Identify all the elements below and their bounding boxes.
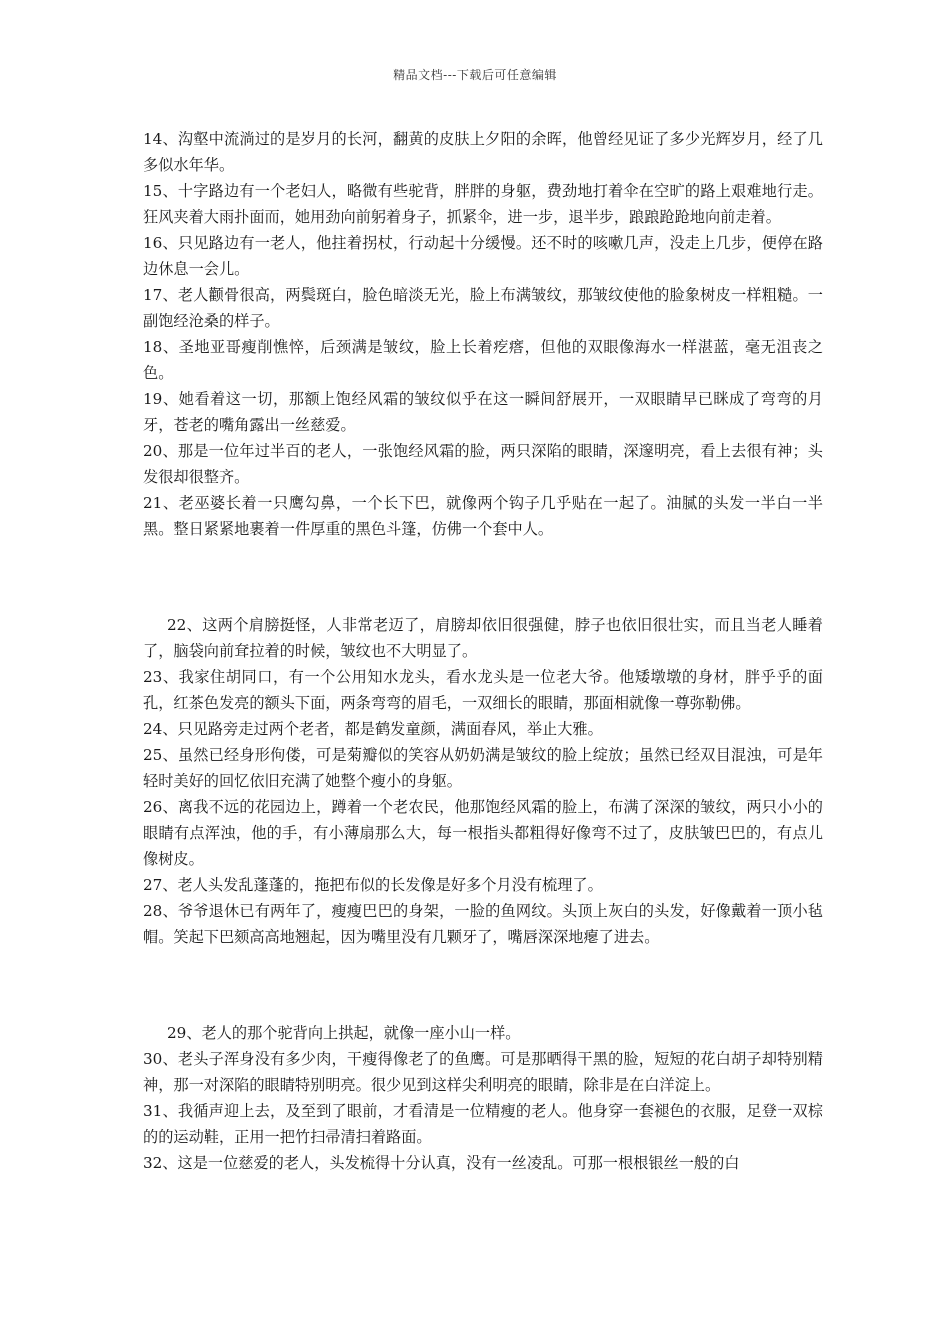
paragraph-23: 23、我家住胡同口，有一个公用知水龙头，看水龙头是一位老大爷。他矮墩墩的身材，胖乎乎的面孔，红茶色发亮的额头下面，两条弯弯的眉毛，一双细长的眼睛，那面相就像一尊弥勒佛。 (143, 668, 823, 712)
paragraph-19: 19、她看着这一切，那额上饱经风霜的皱纹似乎在这一瞬间舒展开，一双眼睛早已眯成了弯弯的月牙，苍老的嘴角露出一丝慈爱。 (143, 390, 823, 434)
paragraph-14: 14、沟壑中流淌过的是岁月的长河，翻黄的皮肤上夕阳的余晖，他曾经见证了多少光辉岁月，经了几多似水年华。 (143, 130, 823, 174)
paragraph-18: 18、圣地亚哥瘦削憔悴，后颈满是皱纹，脸上长着疙瘩，但他的双眼像海水一样湛蓝，毫无沮丧之色。 (143, 338, 823, 382)
section-spacer (143, 950, 823, 1020)
paragraph-22: 22、这两个肩膀挺怪，人非常老迈了，肩膀却依旧很强健，脖子也依旧很壮实，而且当老人睡着了，脑袋向前耷拉着的时候，皱纹也不大明显了。 (143, 616, 823, 660)
paragraph-32: 32、这是一位慈爱的老人，头发梳得十分认真，没有一丝凌乱。可那一根根银丝一般的白 (143, 1154, 740, 1172)
paragraph-25: 25、虽然已经身形佝偻，可是菊瓣似的笑容从奶奶满是皱纹的脸上绽放；虽然已经双目混浊，可是年轻时美好的回忆依旧充满了她整个瘦小的身躯。 (143, 746, 823, 790)
section-spacer (143, 542, 823, 612)
paragraph-21: 21、老巫婆长着一只鹰勾鼻，一个长下巴，就像两个钩子几乎贴在一起了。油腻的头发一半白一半黑。整日紧紧地裹着一件厚重的黑色斗篷，仿佛一个套中人。 (143, 494, 823, 538)
paragraph-27: 27、老人头发乱蓬蓬的，拖把布似的长发像是好多个月没有梳理了。 (143, 876, 603, 894)
paragraph-24: 24、只见路旁走过两个老者，都是鹤发童颜，满面春风，举止大雅。 (143, 720, 603, 738)
paragraph-30: 30、老头子浑身没有多少肉，干瘦得像老了的鱼鹰。可是那晒得干黑的脸，短短的花白胡子却特别精神，那一对深陷的眼睛特别明亮。很少见到这样尖利明亮的眼睛，除非是在白洋淀上。 (143, 1050, 823, 1094)
paragraph-16: 16、只见路边有一老人，他拄着拐杖，行动起十分缓慢。还不时的咳嗽几声，没走上几步，便停在路边休息一会儿。 (143, 234, 823, 278)
page-header: 精品文档---下载后可任意编辑 (393, 68, 557, 82)
paragraph-26: 26、离我不远的花园边上，蹲着一个老农民，他那饱经风霜的脸上，布满了深深的皱纹，两只小小的眼睛有点浑浊，他的手，有小薄扇那么大，每一根指头都粗得好像弯不过了，皮肤皱巴巴的，有点儿像树皮。 (143, 798, 823, 868)
paragraph-20: 20、那是一位年过半百的老人，一张饱经风霜的脸，两只深陷的眼睛，深邃明亮，看上去很有神；头发很却很整齐。 (143, 442, 823, 486)
paragraph-31: 31、我循声迎上去，及至到了眼前，才看清是一位精瘦的老人。他身穿一套褪色的衣服，足登一双棕的的运动鞋，正用一把竹扫帚清扫着路面。 (143, 1102, 823, 1146)
paragraph-15: 15、十字路边有一个老妇人，略微有些驼背，胖胖的身躯，费劲地打着伞在空旷的路上艰难地行走。狂风夹着大雨扑面而，她用劲向前躬着身子，抓紧伞，进一步，退半步，踉踉跄跄地向前走着。 (143, 182, 823, 226)
document-body (143, 126, 823, 1176)
paragraph-28: 28、爷爷退休已有两年了，瘦瘦巴巴的身架，一脸的鱼网纹。头顶上灰白的头发，好像戴着一顶小毡帽。笑起下巴颏高高地翘起，因为嘴里没有几颗牙了，嘴唇深深地瘪了进去。 (143, 902, 823, 946)
paragraph-29: 29、老人的那个驼背向上拱起，就像一座小山一样。 (167, 1024, 521, 1042)
paragraph-17: 17、老人颧骨很高，两鬓斑白，脸色暗淡无光，脸上布满皱纹，那皱纹使他的脸象树皮一样粗糙。一副饱经沧桑的样子。 (143, 286, 823, 330)
